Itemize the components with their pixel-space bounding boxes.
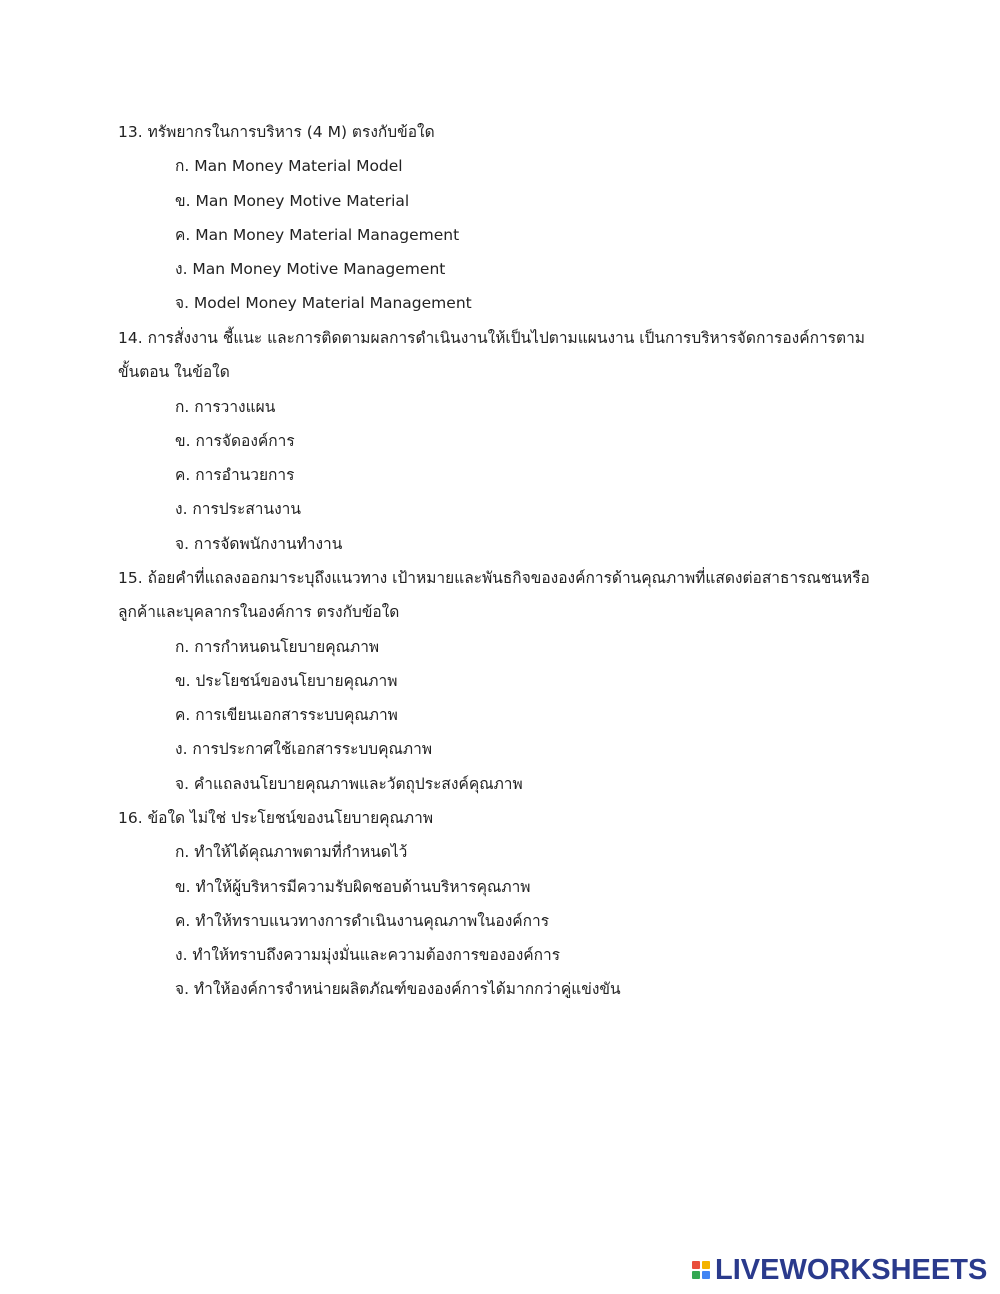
- logo-square-green: [692, 1271, 700, 1279]
- question-15: [118, 561, 878, 801]
- option-b: ข. การจัดองค์การ: [175, 431, 295, 450]
- option-b: ข. Man Money Motive Material: [175, 191, 410, 210]
- option-c: ค. Man Money Material Management: [175, 225, 460, 244]
- logo-square-yellow: [702, 1261, 710, 1269]
- option-b: ข. ทำให้ผู้บริหารมีความรับผิดชอบด้านบริหารคุณภาพ: [175, 877, 531, 896]
- option-c: ค. การอำนวยการ: [175, 466, 295, 485]
- option-list: [118, 149, 878, 320]
- option-a: ก. การกำหนดนโยบายคุณภาพ: [175, 637, 380, 656]
- option-a: ก. Man Money Material Model: [175, 157, 403, 176]
- option-c: ค. การเขียนเอกสารระบบคุณภาพ: [175, 706, 398, 725]
- liveworksheets-brand: [692, 1255, 987, 1285]
- logo-square-blue: [702, 1271, 710, 1279]
- option-c: ค. ทำให้ทราบแนวทางการดำเนินงานคุณภาพในองค์การ: [175, 911, 550, 930]
- option-d: ง. การประกาศใช้เอกสารระบบคุณภาพ: [175, 740, 433, 759]
- logo-square-red: [692, 1261, 700, 1269]
- option-a: ก. การวางแผน: [175, 397, 276, 416]
- question-stem: 14. การสั่งงาน ชี้แนะ และการติดตามผลการดำเนินงานให้เป็นไปตามแผนงาน เป็นการบริหารจัดการองค์การตามขั้นตอน ในข้อใด: [118, 329, 866, 382]
- option-list: [118, 835, 878, 1006]
- option-a: ก. ทำให้ได้คุณภาพตามที่กำหนดไว้: [175, 843, 408, 862]
- question-16: [118, 801, 878, 1007]
- question-14: [118, 321, 878, 561]
- option-b: ข. ประโยชน์ของนโยบายคุณภาพ: [175, 671, 398, 690]
- question-stem: 15. ถ้อยคำที่แถลงออกมาระบุถึงแนวทาง เป้าหมายและพันธกิจขององค์การด้านคุณภาพที่แสดงต่อสาธารณชนหรือลูกค้าและบุคลากรในองค์การ ตรงกับข้อใด: [118, 569, 870, 622]
- option-d: ง. ทำให้ทราบถึงความมุ่งมั่นและความต้องการขององค์การ: [175, 946, 561, 965]
- option-e: จ. คำแถลงนโยบายคุณภาพและวัตถุประสงค์คุณภาพ: [175, 774, 523, 793]
- option-e: จ. Model Money Material Management: [175, 294, 472, 313]
- option-e: จ. ทำให้องค์การจำหน่ายผลิตภัณฑ์ขององค์การได้มากกว่าคู่แข่งขัน: [175, 980, 621, 999]
- liveworksheets-logo-icon: [692, 1261, 710, 1279]
- question-stem: 13. ทรัพยากรในการบริหาร (4 M) ตรงกับข้อใด: [118, 123, 435, 141]
- option-list: [118, 390, 878, 561]
- option-d: ง. การประสานงาน: [175, 500, 301, 519]
- option-d: ง. Man Money Motive Management: [175, 260, 446, 279]
- question-13: [118, 115, 878, 321]
- option-list: [118, 630, 878, 801]
- brand-name: LIVEWORKSHEETS: [715, 1254, 988, 1286]
- question-stem: 16. ข้อใด ไม่ใช่ ประโยชน์ของนโยบายคุณภาพ: [118, 809, 434, 827]
- option-e: จ. การจัดพนักงานทำงาน: [175, 534, 343, 553]
